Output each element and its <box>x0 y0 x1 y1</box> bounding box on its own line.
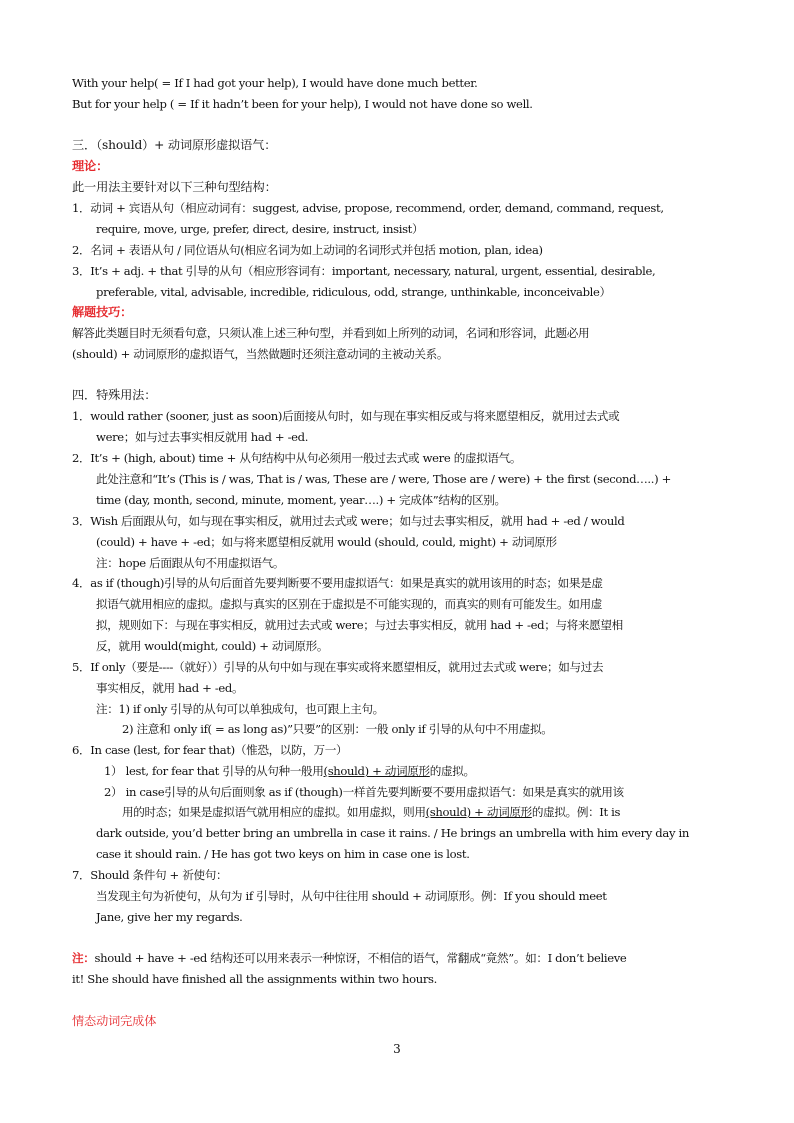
text-segment: should + have + -ed 结构还可以用来表示一种惊讶，不相信的语气，常翻成“竟然”。如：I don’t believe <box>94 951 627 965</box>
subheading-tips: 解题技巧： <box>72 305 133 319</box>
section-heading: 三．（should）+ 动词原形虚拟语气： <box>72 138 277 152</box>
text-line: 5．If only（要是----（就好））引导的从句中如与现在事实或将来愿望相反，就用过去式或 were；如与过去 <box>72 660 604 674</box>
text-line: 反，就用 would(might, could) + 动词原形。 <box>96 639 329 653</box>
text-line: 4．as if (though)引导的从句后面首先要判断要不要用虚拟语气：如果是真实的就用该用的时态；如果是虚 <box>72 576 603 590</box>
text-line: were；如与过去事实相反就用 had + -ed. <box>96 430 309 444</box>
text-line: Jane, give her my regards. <box>96 910 243 924</box>
text-line: time (day, month, second, minute, moment, year….) + 完成体”结构的区别。 <box>96 493 506 507</box>
section-heading: 四．特殊用法： <box>72 388 157 402</box>
subheading-theory: 理论： <box>72 159 109 173</box>
text-line: 注：1) if only 引导的从句可以单独成句，也可跟上主句。 <box>96 702 384 716</box>
text-line: But for your help ( = If it hadn’t been for your help), I would not have done so well. <box>72 97 533 111</box>
note-line <box>72 949 626 967</box>
text-line <box>122 803 620 821</box>
text-line: 当发现主句为祈使句，从句为 if 引导时，从句中往往用 should + 动词原形。例：If you should meet <box>96 889 607 903</box>
text-line: With your help( = If I had got your help), I would have done much better. <box>72 76 478 90</box>
text-line: 2．名词 + 表语从句 / 同位语从句(相应名词为如上动词的名词形式并包括 motion, plan, idea) <box>72 243 543 257</box>
section-title-red: 情态动词完成体 <box>72 1014 157 1028</box>
underlined-text: (should) + 动词原形 <box>425 805 532 819</box>
text-line: dark outside, you’d better bring an umbrella in case it rains. / He brings an umbrella with him every day in <box>96 826 689 840</box>
text-segment: 的虚拟。例：It is <box>531 805 621 819</box>
text-line: it! She should have finished all the assignments within two hours. <box>72 972 437 986</box>
text-line: 7．Should 条件句 + 祈使句： <box>72 868 228 882</box>
note-label: 注： <box>72 951 95 965</box>
text-segment: 用的时态；如果是虚拟语气就用相应的虚拟。如用虚拟，则用 <box>122 805 426 819</box>
text-line: 2） in case引导的从句后面则象 as if (though)一样首先要判断要不要用虚拟语气：如果是真实的就用该 <box>104 785 624 799</box>
text-line <box>104 762 475 780</box>
text-line: 2．It’s + (high, about) time + 从句结构中从句必须用一般过去式或 were 的虚拟语气。 <box>72 451 522 465</box>
text-line: (could) + have + -ed；如与将来愿望相反就用 would (should, could, might) + 动词原形 <box>96 535 557 549</box>
underlined-text: (should) + 动词原形 <box>323 764 430 778</box>
text-line: 1．would rather (sooner, just as soon)后面接从句时，如与现在事实相反或与将来愿望相反，就用过去式或 <box>72 409 620 423</box>
text-line: 事实相反，就用 had + -ed。 <box>96 681 244 695</box>
text-line: preferable, vital, advisable, incredible, ridiculous, odd, strange, unthinkable, inconceivable） <box>96 285 611 299</box>
text-line: (should) + 动词原形的虚拟语气，当然做题时还须注意动词的主被动关系。 <box>72 347 449 361</box>
text-line: 解答此类题目时无须看句意，只须认准上述三种句型，并看到如上所列的动词，名词和形容词，此题必用 <box>72 326 590 340</box>
text-line: 此处注意和“It’s (This is / was, That is / was, These are / were, Those are / were) + the first (second…..) + <box>96 472 671 486</box>
text-line: 注：hope 后面跟从句不用虚拟语气。 <box>96 556 285 570</box>
text-line: 拟语气就用相应的虚拟。虚拟与真实的区别在于虚拟是不可能实现的，而真实的则有可能发生。如用虚 <box>96 597 602 611</box>
text-line: 2) 注意和 only if( = as long as)”只要”的区别：一般 only if 引导的从句中不用虚拟。 <box>122 722 553 736</box>
text-segment: 的虚拟。 <box>429 764 475 778</box>
text-line: require, move, urge, prefer, direct, desire, instruct, insist） <box>96 222 424 236</box>
text-segment: 1） lest, for fear that 引导的从句种一般用 <box>104 764 324 778</box>
text-line: 拟，规则如下：与现在事实相反，就用过去式或 were；与过去事实相反，就用 had + -ed；与将来愿望相 <box>96 618 623 632</box>
text-line: 1．动词 + 宾语从句（相应动词有：suggest, advise, propose, recommend, order, demand, command, request, <box>72 201 664 215</box>
text-line: 6．In case (lest, for fear that)（惟恐，以防，万一） <box>72 743 348 757</box>
text-line: 此一用法主要针对以下三种句型结构： <box>72 180 277 194</box>
text-line: 3．It’s + adj. + that 引导的从句（相应形容词有：important, necessary, natural, urgent, essential, desirable, <box>72 264 656 278</box>
text-line: case it should rain. / He has got two keys on him in case one is lost. <box>96 847 470 861</box>
text-line: 3．Wish 后面跟从句，如与现在事实相反，就用过去式或 were；如与过去事实相反，就用 had + -ed / would <box>72 514 625 528</box>
page-number: 3 <box>393 1042 401 1056</box>
